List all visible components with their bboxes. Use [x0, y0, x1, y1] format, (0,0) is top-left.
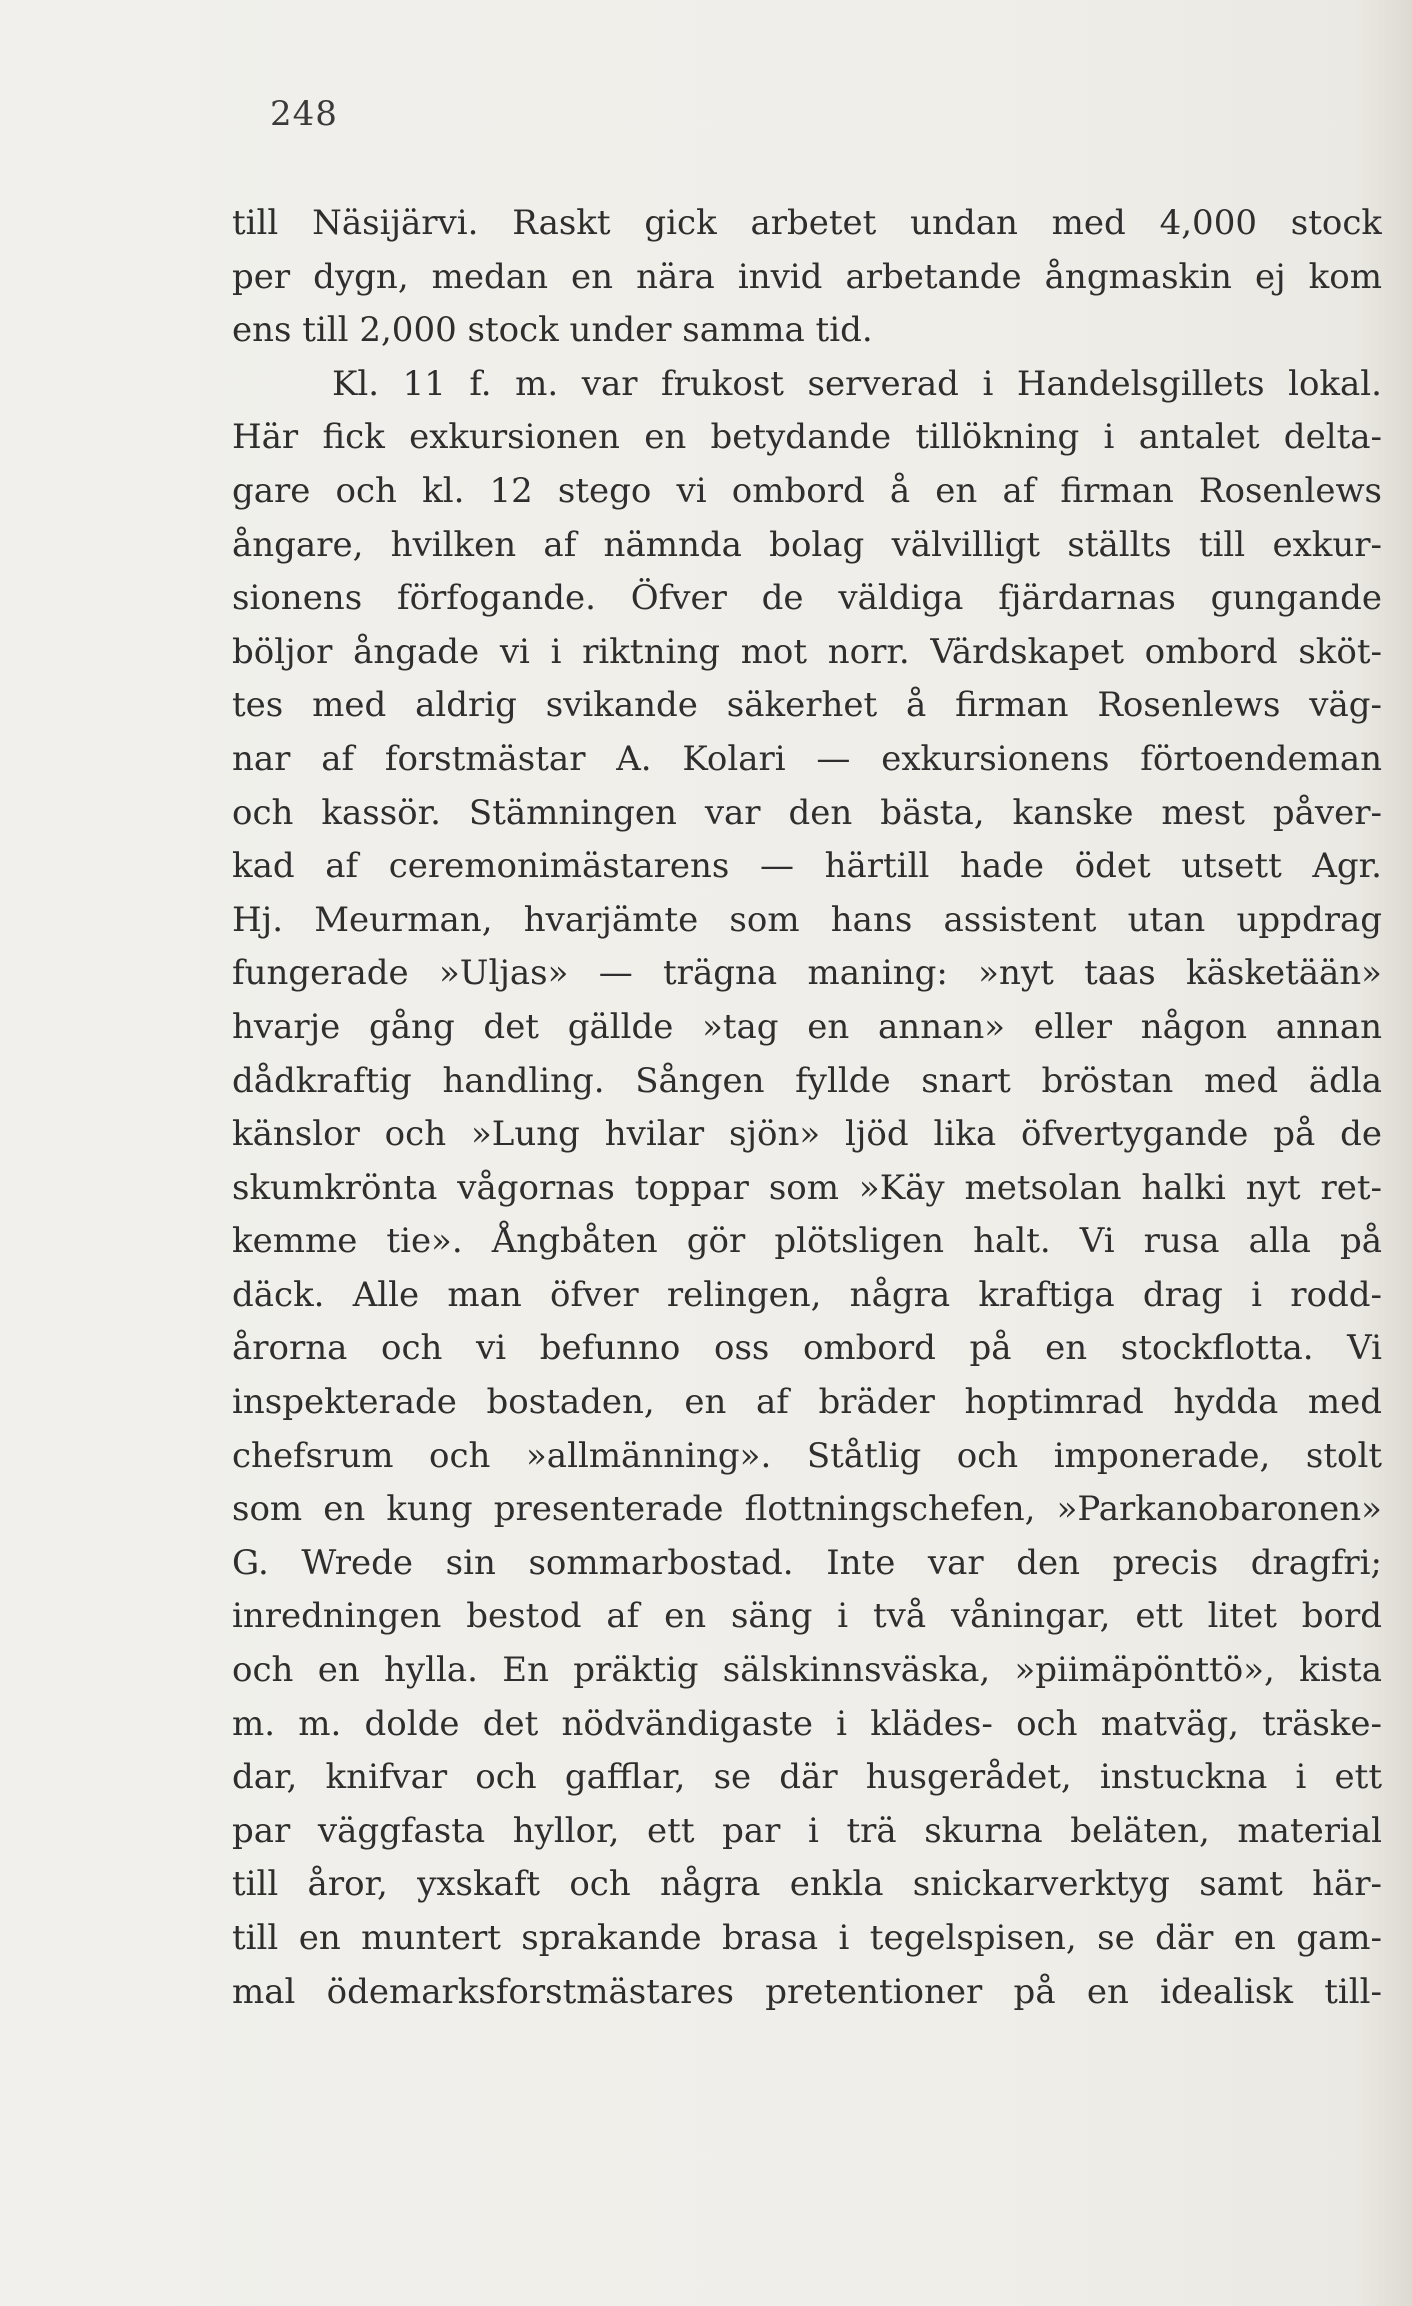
text-line: nar af forstmästar A. Kolari — exkursionens förtoendeman [232, 738, 1382, 779]
text-line: fungerade »Uljas» — trägna maning: »nyt taas käsketään» [232, 953, 1382, 994]
text-line: till Näsijärvi. Raskt gick arbetet undan med 4,000 stock [232, 203, 1382, 243]
text-line: G. Wrede sin sommarbostad. Inte var den precis dragfri; [232, 1542, 1382, 1583]
text-line: Kl. 11 f. m. var frukost serverad i Handelsgillets lokal. [332, 363, 1382, 404]
text-line: ens till 2,000 stock under samma tid. [232, 310, 873, 351]
text-line: par väggfasta hyllor, ett par i trä skurna beläten, material [232, 1810, 1382, 1851]
text-line: till en muntert sprakande brasa i tegelspisen, se där en gam- [232, 1918, 1382, 1958]
text-line: dådkraftig handling. Sången fyllde snart bröstan med ädla [232, 1060, 1382, 1101]
text-line: chefsrum och »allmänning». Ståtlig och imponerade, stolt [232, 1435, 1382, 1476]
text-line: inredningen bestod af en säng i två våningar, ett litet bord [232, 1596, 1382, 1637]
text-line: kad af ceremonimästarens — härtill hade ödet utsett Agr. [232, 846, 1382, 887]
text-line: däck. Alle man öfver relingen, några kraftiga drag i rodd- [232, 1274, 1382, 1315]
text-line: ångare, hvilken af nämnda bolag välvilligt ställts till exkur- [232, 524, 1382, 565]
page-number: 248 [270, 94, 338, 134]
text-line: Hj. Meurman, hvarjämte som hans assistent utan uppdrag [232, 899, 1382, 940]
text-line: skumkrönta vågornas toppar som »Käy metsolan halki nyt ret- [232, 1167, 1382, 1208]
text-line: per dygn, medan en nära invid arbetande ångmaskin ej kom [232, 256, 1382, 297]
text-line: sionens förfogande. Öfver de väldiga fjärdarnas gungande [232, 578, 1382, 619]
text-line: mal ödemarksforstmästares pretentioner på en idealisk till- [232, 1971, 1382, 2012]
text-line: Här fick exkursionen en betydande tillökning i antalet delta- [232, 417, 1382, 458]
text-line: böljor ångade vi i riktning mot norr. Värdskapet ombord sköt- [232, 631, 1382, 672]
text-line: gare och kl. 12 stego vi ombord å en af firman Rosenlews [232, 470, 1382, 511]
text-line: till åror, yxskaft och några enkla snickarverktyg samt här- [232, 1864, 1382, 1905]
text-line: dar, knifvar och gafflar, se där husgerådet, instuckna i ett [232, 1757, 1382, 1798]
text-line: tes med aldrig svikande säkerhet å firman Rosenlews väg- [232, 685, 1382, 726]
text-line: och en hylla. En präktig sälskinnsväska, »piimäpönttö», kista [232, 1650, 1382, 1691]
text-line: hvarje gång det gällde »tag en annan» eller någon annan [232, 1006, 1382, 1047]
text-line: känslor och »Lung hvilar sjön» ljöd lika öfvertygande på de [232, 1114, 1382, 1155]
text-line: m. m. dolde det nödvändigaste i klädes- och matväg, träske- [232, 1703, 1382, 1744]
text-line: som en kung presenterade flottningschefen, »Parkanobaronen» [232, 1489, 1382, 1530]
text-line: inspekterade bostaden, en af bräder hoptimrad hydda med [232, 1382, 1382, 1423]
text-line: årorna och vi befunno oss ombord på en stockflotta. Vi [232, 1328, 1382, 1369]
body-text [232, 197, 1382, 2019]
text-line: och kassör. Stämningen var den bästa, kanske mest påver- [232, 792, 1382, 833]
text-line: kemme tie». Ångbåten gör plötsligen halt. Vi rusa alla på [232, 1221, 1382, 1262]
